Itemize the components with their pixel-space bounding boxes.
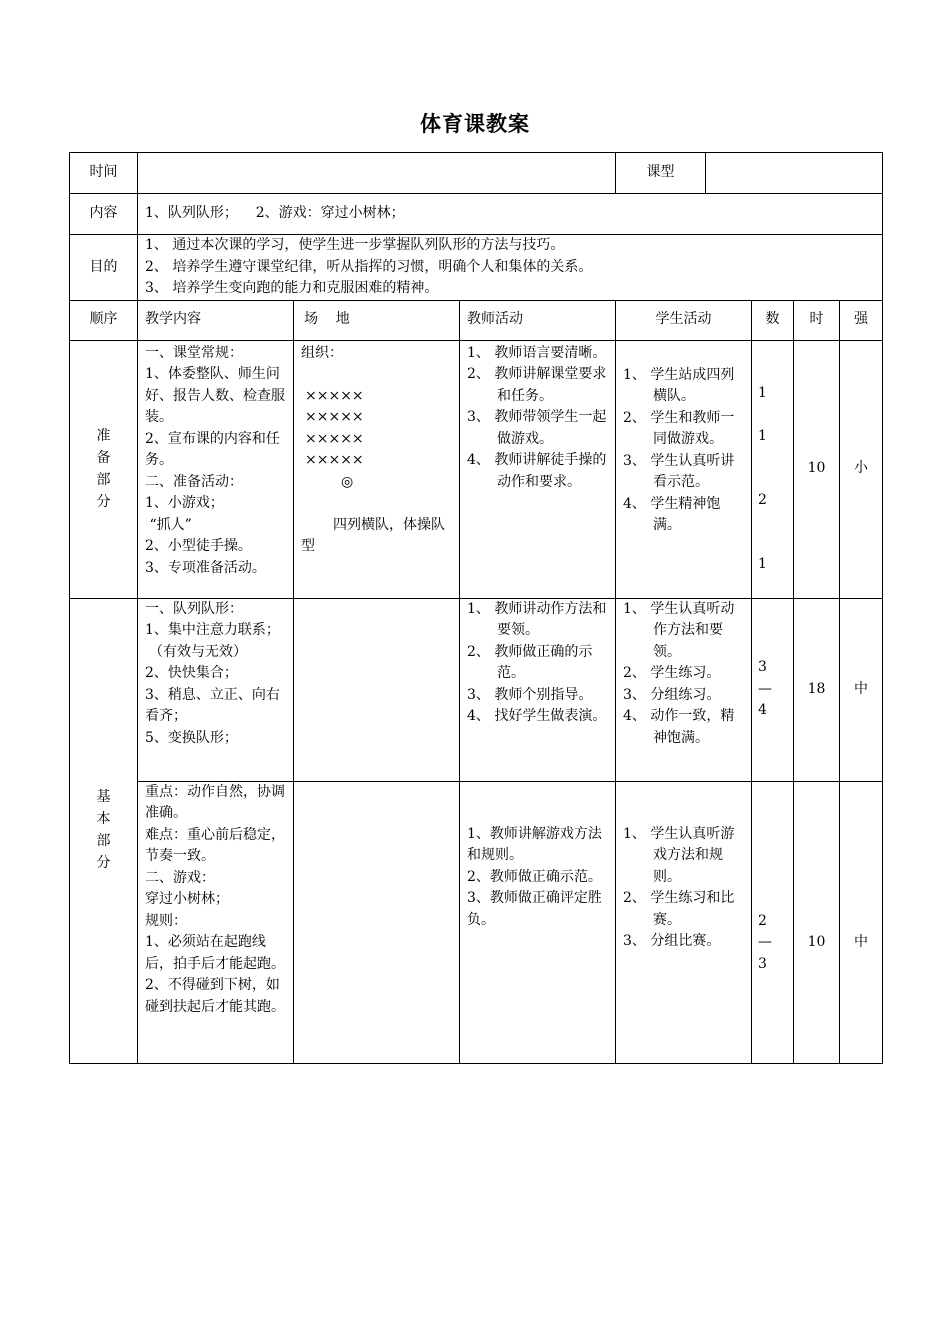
count-value: 2 xyxy=(758,491,767,508)
count-value: — xyxy=(758,934,772,950)
teacher-position-icon: ◎ xyxy=(341,473,354,490)
teacher-activity-item: 4、 找好学生做表演。 xyxy=(467,708,607,724)
teacher-activity-item: 1、 教师语言要清晰。 xyxy=(467,344,607,361)
student-activity-item: 4、 动作一致，精神饱满。 xyxy=(623,708,735,746)
prep-student-activity xyxy=(616,340,752,598)
prep-content-line: 1、小游戏； xyxy=(145,495,224,511)
section-label-basic xyxy=(70,598,138,1063)
goal-item: 1、 通过本次课的学习，使学生进一步掌握队列队形的方法与技巧。 xyxy=(145,237,565,253)
basic-content-line: 穿过小树林； xyxy=(145,891,229,907)
basic-content-line: 1、集中注意力联系； xyxy=(145,622,280,638)
basic-content-line: 2、不得碰到下树，如碰到扶起后才能其跑。 xyxy=(145,977,285,1015)
count-value: 3 xyxy=(758,955,767,972)
goal-list xyxy=(138,235,883,301)
goal-label: 目的 xyxy=(70,235,138,301)
prep-content-line: 一、课堂常规： xyxy=(145,344,243,361)
teacher-activity-item: 2、教师做正确示范。 xyxy=(467,868,602,885)
count-value: 2 xyxy=(758,912,767,929)
prep-content-line: 1、体委整队、师生问好、报告人数、检查服装。 xyxy=(145,366,285,425)
count-value: 3 xyxy=(758,659,767,676)
teacher-activity-item: 3、教师做正确评定胜负。 xyxy=(467,890,602,928)
col-header-venue: 场 地 xyxy=(294,300,460,340)
student-activity-item: 2、 学生练习和比赛。 xyxy=(623,890,735,928)
prep-content-line: “抓人” xyxy=(145,516,192,533)
section-label-text: 基本部分 xyxy=(96,789,111,872)
goal-item: 3、 培养学生变向跑的能力和克服困难的精神。 xyxy=(145,280,439,296)
col-header-time: 时 xyxy=(794,300,840,340)
basic-content-1 xyxy=(138,598,294,781)
formation-row: ××××× xyxy=(305,387,364,404)
teacher-activity-item: 2、 教师做正确的示范。 xyxy=(467,643,593,681)
student-activity-item: 4、 学生精神饱满。 xyxy=(623,495,721,533)
basic-venue-1 xyxy=(294,598,460,781)
count-value: 1 xyxy=(758,384,767,401)
teacher-activity-item: 4、 教师讲解徒手操的动作和要求。 xyxy=(467,452,607,490)
basic-time-1: 18 xyxy=(794,598,840,781)
teacher-activity-item: 1、 教师讲动作方法和要领。 xyxy=(467,600,607,638)
col-header-content: 教学内容 xyxy=(138,300,294,340)
student-activity-item: 3、 分组比赛。 xyxy=(623,933,721,949)
prep-content-line: 2、小型徒手操。 xyxy=(145,538,252,554)
student-activity-item: 2、 学生和教师一同做游戏。 xyxy=(623,409,735,447)
count-value: — xyxy=(758,680,772,697)
content-label: 内容 xyxy=(70,194,138,235)
section-label-prep xyxy=(70,340,138,598)
prep-venue xyxy=(294,340,460,598)
prep-intensity: 小 xyxy=(840,340,883,598)
col-header-teacher: 教师活动 xyxy=(460,300,616,340)
basic-student-activity-1 xyxy=(616,598,752,781)
count-value: 4 xyxy=(758,702,767,719)
basic-content-line: 1、必须站在起跑线后，拍手后才能起跑。 xyxy=(145,934,285,972)
section-label-text: 准备部分 xyxy=(96,427,111,510)
basic-content-line: 规则： xyxy=(145,912,187,929)
basic-content-line: 一、队列队形： xyxy=(145,600,243,617)
col-header-intensity: 强 xyxy=(840,300,883,340)
prep-time: 10 xyxy=(794,340,840,598)
col-header-count: 数 xyxy=(752,300,794,340)
lesson-type-label: 课型 xyxy=(616,153,706,194)
student-activity-item: 1、 学生认真听动作方法和要领。 xyxy=(623,600,735,660)
basic-content-line: 二、游戏： xyxy=(145,869,215,886)
basic-content-line: 重点：动作自然，协调准确。 xyxy=(145,783,285,821)
student-activity-item: 3、 分组练习。 xyxy=(623,686,721,703)
formation-row: ××××× xyxy=(305,430,364,447)
page-title: 体育课教案 xyxy=(420,112,530,136)
prep-content-line: 2、宣布课的内容和任务。 xyxy=(145,430,280,468)
student-activity-item: 2、 学生练习。 xyxy=(623,665,721,681)
basic-time-2: 10 xyxy=(794,781,840,1063)
count-value: 1 xyxy=(758,427,767,444)
basic-teacher-activity-2 xyxy=(460,781,616,1063)
venue-note: 四列横队，体操队型 xyxy=(301,516,445,554)
teacher-activity-item: 3、 教师带领学生一起做游戏。 xyxy=(467,409,607,447)
basic-content-2 xyxy=(138,781,294,1063)
formation-row: ××××× xyxy=(305,452,364,468)
basic-content-line: 5、变换队形； xyxy=(145,729,238,746)
formation-row: ××××× xyxy=(305,409,364,425)
basic-student-activity-2 xyxy=(616,781,752,1063)
col-header-order: 顺序 xyxy=(70,300,138,340)
basic-content-line: 2、快快集合； xyxy=(145,665,238,681)
basic-content-line: （有效与无效） xyxy=(149,643,247,660)
basic-count-2 xyxy=(752,781,794,1063)
student-activity-item: 1、 学生认真听游戏方法和规则。 xyxy=(623,825,735,885)
time-value[interactable] xyxy=(138,153,616,194)
prep-content-line: 二、准备活动： xyxy=(145,473,243,490)
count-value: 1 xyxy=(758,555,767,572)
time-label: 时间 xyxy=(70,153,138,194)
student-activity-item: 1、 学生站成四列横队。 xyxy=(623,366,735,404)
basic-content-line: 3、稍息、立正、向右看齐； xyxy=(145,686,280,724)
venue-organization-label: 组织： xyxy=(301,344,343,361)
teacher-activity-item: 3、 教师个别指导。 xyxy=(467,686,593,703)
basic-venue-2 xyxy=(294,781,460,1063)
basic-content-line: 难点：重心前后稳定，节奏一致。 xyxy=(145,826,285,864)
prep-count xyxy=(752,340,794,598)
basic-intensity-2: 中 xyxy=(840,781,883,1063)
basic-intensity-1: 中 xyxy=(840,598,883,781)
teacher-activity-item: 2、 教师讲解课堂要求和任务。 xyxy=(467,366,607,404)
basic-teacher-activity-1 xyxy=(460,598,616,781)
lesson-type-value[interactable] xyxy=(706,153,883,194)
prep-content-line: 3、专项准备活动。 xyxy=(145,559,266,576)
col-header-student: 学生活动 xyxy=(616,300,752,340)
prep-content xyxy=(138,340,294,598)
teacher-activity-item: 1、教师讲解游戏方法和规则。 xyxy=(467,825,602,863)
basic-count-1 xyxy=(752,598,794,781)
lesson-plan-table xyxy=(69,152,883,1064)
student-activity-item: 3、 学生认真听讲看示范。 xyxy=(623,452,735,490)
prep-teacher-activity xyxy=(460,340,616,598)
content-value: 1、队列队形； 2、游戏：穿过小树林； xyxy=(138,194,883,235)
goal-item: 2、 培养学生遵守课堂纪律，听从指挥的习惯，明确个人和集体的关系。 xyxy=(145,258,593,275)
